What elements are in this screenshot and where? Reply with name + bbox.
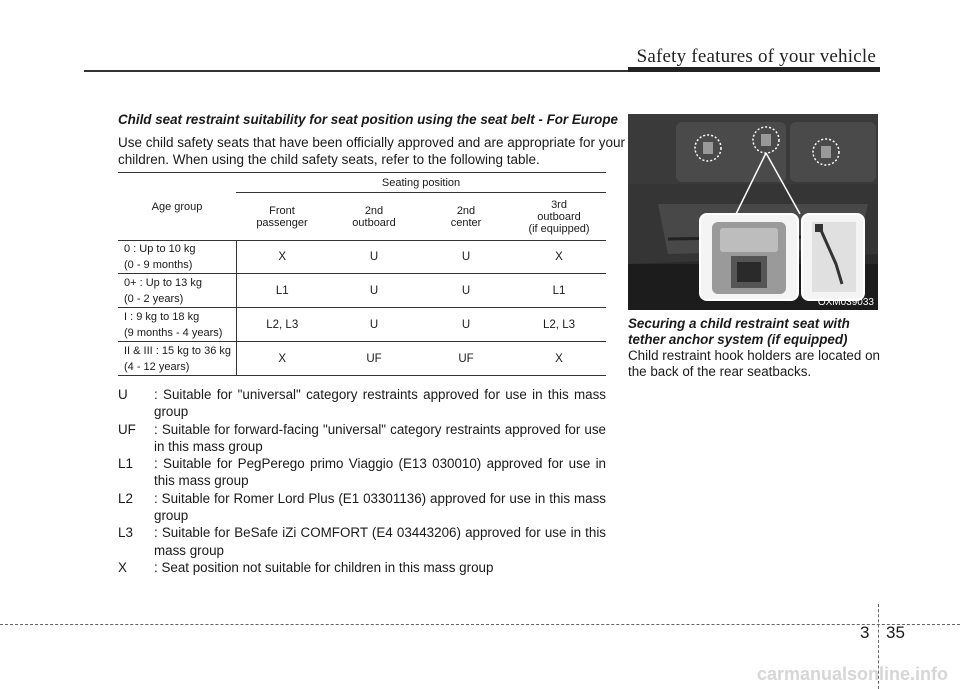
- table-cell: L1: [512, 274, 606, 308]
- intro-paragraph: [118, 134, 626, 168]
- cargo-area-photo: [628, 114, 878, 310]
- table-cell: L2, L3: [236, 308, 328, 342]
- legend-list: [118, 386, 606, 576]
- table-cell: X: [512, 342, 606, 376]
- age-group-cell: 0 : Up to 10 kg (0 - 9 months): [118, 241, 236, 274]
- legend-text: : Suitable for PegPerego primo Viaggio (E13 030010) approved for use in this mass group: [154, 456, 606, 489]
- column-header: 2nd center: [420, 193, 512, 241]
- legend-key: L3: [118, 525, 133, 541]
- table-cell: U: [328, 241, 420, 274]
- legend-key: UF: [118, 421, 136, 437]
- figure-code: OXM039033: [817, 297, 874, 308]
- table-cell: UF: [420, 342, 512, 376]
- seating-position-header: Seating position: [236, 173, 606, 193]
- legend-text: : Suitable for BeSafe iZi COMFORT (E4 03443206) approved for use in this mass group: [154, 525, 606, 558]
- age-group-cell: 0+ : Up to 13 kg (0 - 2 years): [118, 274, 236, 308]
- legend-text: : Suitable for Romer Lord Plus (E1 03301136) approved for use in this mass group: [154, 490, 606, 524]
- table-cell: L2, L3: [512, 308, 606, 342]
- legend-key: L1: [118, 456, 133, 472]
- header-rule-accent: [628, 67, 880, 72]
- table-cell: U: [328, 274, 420, 308]
- legend-key: X: [118, 559, 127, 575]
- legend-key: U: [118, 387, 128, 402]
- table-row: [118, 274, 606, 308]
- table-row: [118, 342, 606, 376]
- table-cell: X: [236, 241, 328, 274]
- legend-item: [118, 559, 606, 576]
- column-header: Front passenger: [236, 193, 328, 241]
- chapter-number: 3: [860, 623, 870, 642]
- age-group-cell: I : 9 kg to 18 kg (9 months - 4 years): [118, 308, 236, 342]
- column-header: 3rd outboard (if equipped): [512, 193, 606, 241]
- legend-item: [118, 386, 606, 421]
- legend-item: [118, 421, 606, 456]
- table-cell: U: [420, 274, 512, 308]
- header-title: Safety features of your vehicle: [636, 46, 876, 67]
- age-group-header: Age group: [118, 173, 236, 241]
- footer-rule: [0, 624, 960, 625]
- watermark: carmanualsonline.info: [756, 664, 948, 684]
- table-cell: U: [420, 308, 512, 342]
- right-heading: Securing a child restraint seat with tether anchor system (if equipped): [628, 316, 850, 347]
- legend-item: [118, 524, 606, 559]
- table-cell: X: [236, 342, 328, 376]
- legend-text: : Seat position not suitable for children in this mass group: [154, 559, 494, 575]
- page-number: 35: [886, 623, 905, 642]
- column-header: 2nd outboard: [328, 193, 420, 241]
- age-group-cell: II & III : 15 kg to 36 kg (4 - 12 years): [118, 342, 236, 376]
- legend-text: : Suitable for "universal" category restraints approved for use in this mass group: [154, 387, 606, 420]
- legend-text: : Suitable for forward-facing "universal" category restraints approved for use in this mass group: [154, 421, 606, 454]
- right-body: Child restraint hook holders are located on the back of the rear seatbacks.: [628, 348, 880, 379]
- suitability-table: [118, 172, 606, 376]
- legend-item: [118, 490, 606, 525]
- intro-line: Use child safety seats that have been officially approved and are appropriate for your: [118, 135, 626, 150]
- cargo-area-illustration: [628, 114, 878, 310]
- intro-line: children. When using the child safety seats, refer to the following table.: [118, 152, 540, 167]
- table-row: [118, 241, 606, 274]
- table-cell: U: [328, 308, 420, 342]
- table-cell: L1: [236, 274, 328, 308]
- table-row: [118, 308, 606, 342]
- section-title: Child seat restraint suitability for seat position using the seat belt - For Europe: [118, 112, 618, 127]
- legend-key: L2: [118, 490, 133, 506]
- table-cell: X: [512, 241, 606, 274]
- legend-item: [118, 455, 606, 490]
- table-cell: U: [420, 241, 512, 274]
- table-cell: UF: [328, 342, 420, 376]
